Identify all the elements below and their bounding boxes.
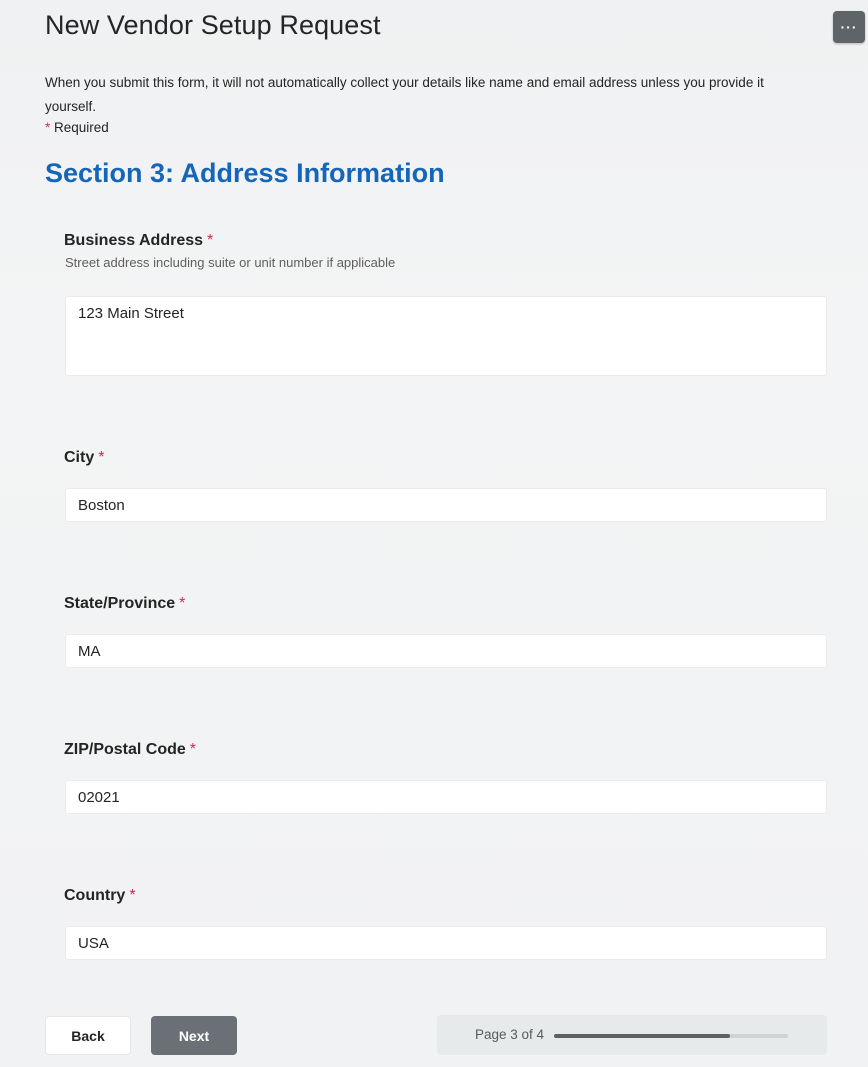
question-description: Street address including suite or unit number if applicable <box>65 255 396 270</box>
section-title: Section 3: Address Information <box>45 158 445 188</box>
required-asterisk: * <box>189 741 197 758</box>
more-options-button[interactable] <box>833 11 865 43</box>
question-label-text: City <box>64 449 95 466</box>
state-province-input[interactable]: MA <box>65 634 827 668</box>
required-label: Required <box>54 120 109 135</box>
zip-postal-code-input[interactable]: 02021 <box>65 780 827 814</box>
required-asterisk: * <box>207 232 214 249</box>
privacy-note: When you submit this form, it will not automatically collect your details like name and email address unless you provide it yourself. <box>45 75 764 114</box>
required-asterisk: * <box>45 120 51 135</box>
question-label-text: Country <box>64 887 126 904</box>
question-label-text: State/Province <box>64 595 176 612</box>
required-note <box>45 117 109 139</box>
required-asterisk: * <box>129 887 136 904</box>
country-input[interactable]: USA <box>65 926 827 960</box>
next-button[interactable]: Next <box>151 1016 237 1055</box>
back-button[interactable]: Back <box>45 1016 131 1055</box>
question-label-text: Business Address <box>64 232 204 249</box>
question-label-text: ZIP/Postal Code <box>64 741 186 758</box>
question-label <box>64 446 104 470</box>
required-asterisk: * <box>179 595 186 612</box>
progress-fill <box>554 1034 730 1038</box>
city-input[interactable]: Boston <box>65 488 827 522</box>
form-title: New Vendor Setup Request <box>45 10 381 40</box>
question-label <box>64 738 196 762</box>
more-icon: ··· <box>840 19 858 35</box>
question-label <box>64 592 185 616</box>
page-progress <box>437 1015 827 1055</box>
question-label <box>64 884 136 908</box>
question-label <box>64 229 213 253</box>
business-address-input[interactable]: 123 Main Street <box>65 296 827 376</box>
required-asterisk: * <box>98 449 105 466</box>
progress-track <box>554 1034 788 1038</box>
page-indicator: Page 3 of 4 <box>475 1027 545 1042</box>
